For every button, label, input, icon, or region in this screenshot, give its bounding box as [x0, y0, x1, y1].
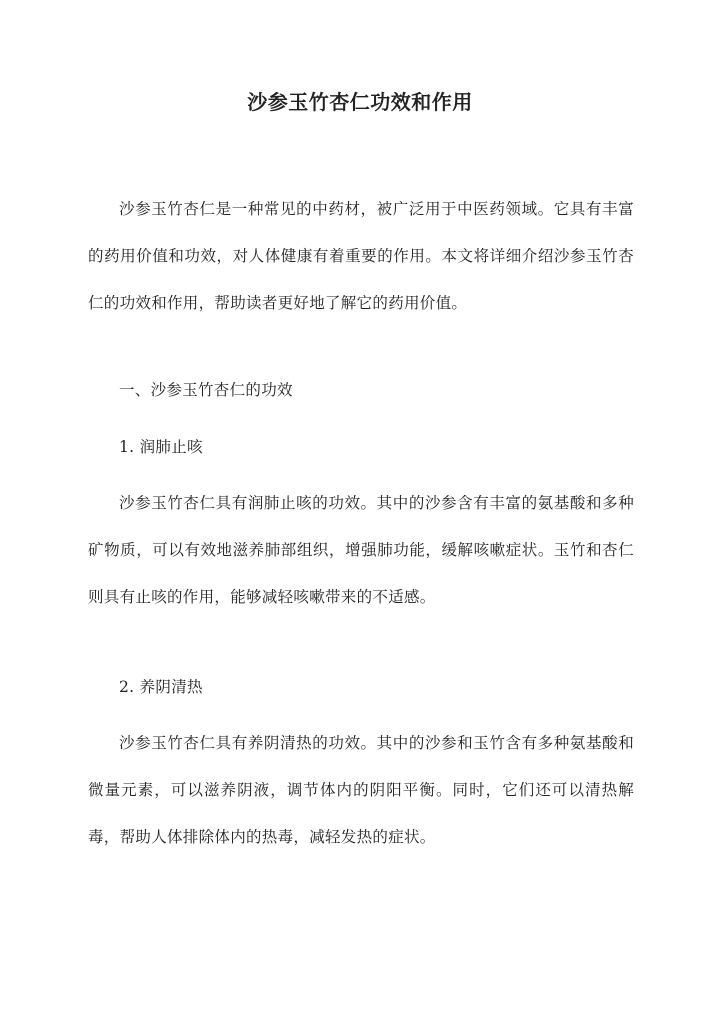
subsection-heading-1: 1. 润肺止咳 — [119, 438, 203, 456]
subsection-heading-2: 2. 养阴清热 — [119, 678, 203, 696]
subsection-paragraph-2: 沙参玉竹杏仁具有养阴清热的功效。其中的沙参和玉竹含有多种氨基酸和微量元素，可以滋养阴液，调节体内的阴阳平衡。同时，它们还可以清热解毒，帮助人体排除体内的热毒，减轻发热的症状。 — [88, 734, 634, 846]
subsection-paragraph-1: 沙参玉竹杏仁具有润肺止咳的功效。其中的沙参含有丰富的氨基酸和多种矿物质，可以有效地滋养肺部组织，增强肺功能，缓解咳嗽症状。玉竹和杏仁则具有止咳的作用，能够减轻咳嗽带来的不适感。 — [88, 494, 634, 606]
section-heading: 一、沙参玉竹杏仁的功效 — [119, 381, 293, 399]
document-title: 沙参玉竹杏仁功效和作用 — [247, 90, 473, 114]
intro-paragraph: 沙参玉竹杏仁是一种常见的中药材，被广泛用于中医药领域。它具有丰富的药用价值和功效，对人体健康有着重要的作用。本文将详细介绍沙参玉竹杏仁的功效和作用，帮助读者更好地了解它的药用价值。 — [88, 200, 634, 312]
